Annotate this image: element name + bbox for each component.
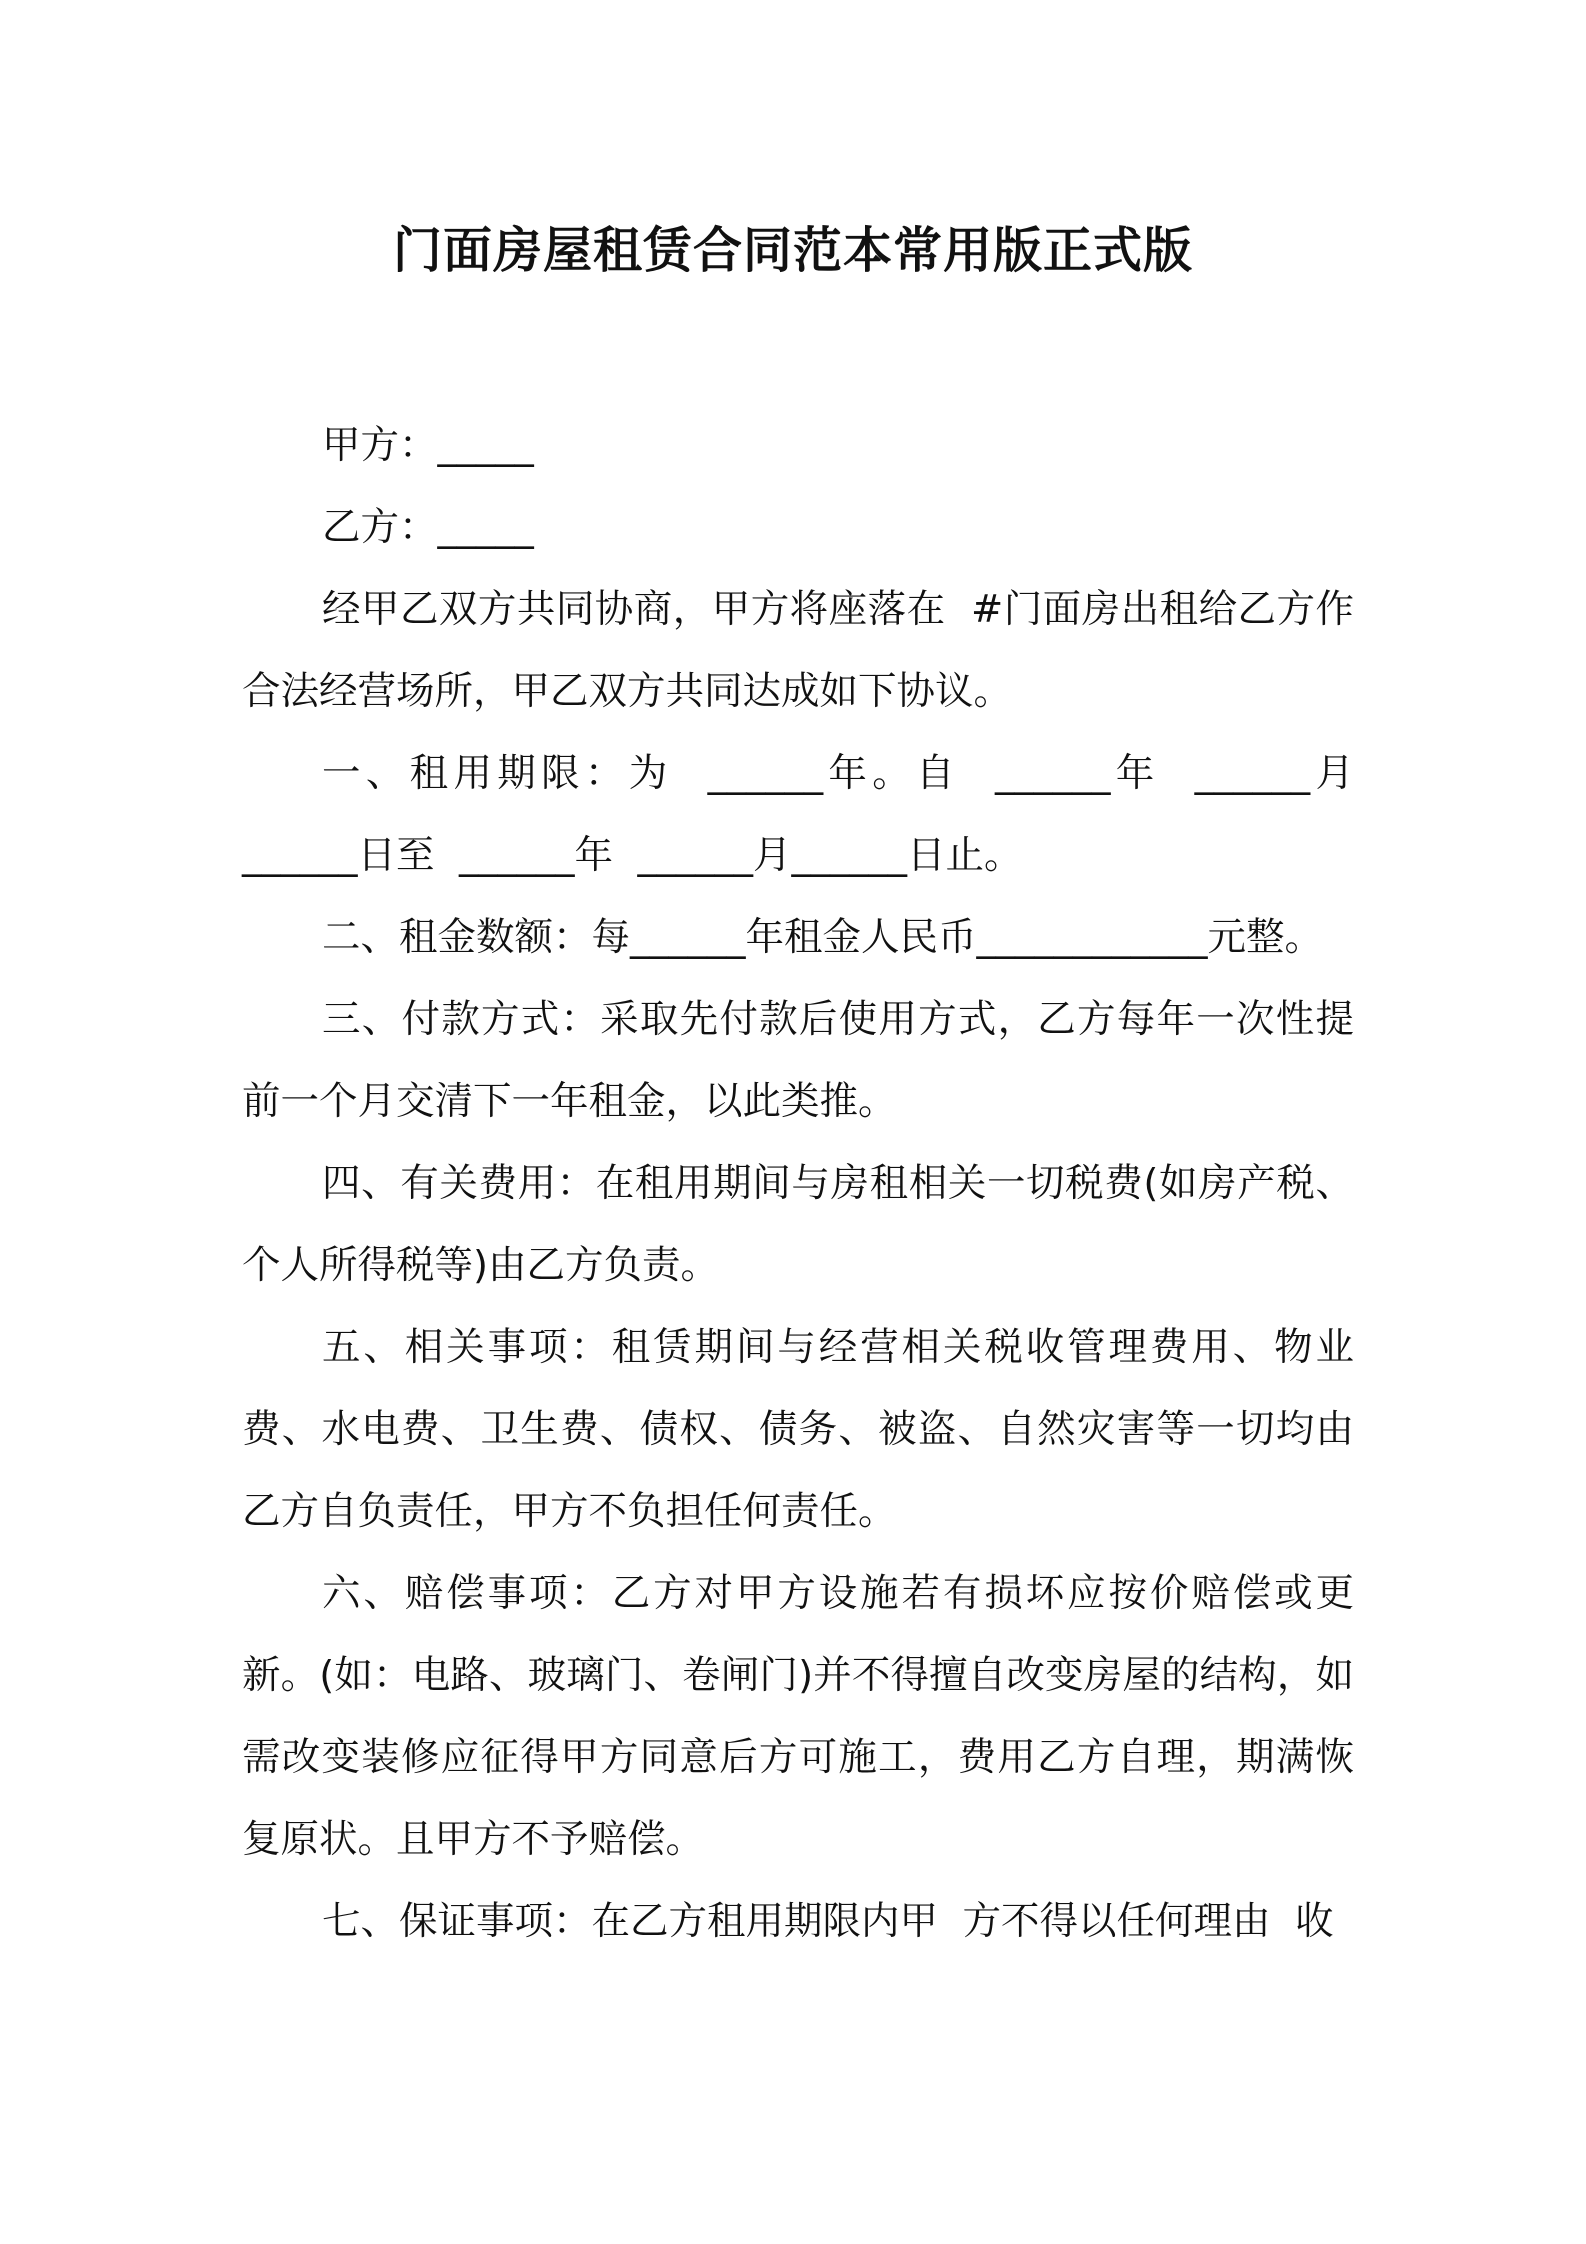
clause-5-related-matters: 五、相关事项：租赁期间与经营相关税收管理费用、物业费、水电费、卫生费、债权、债务、被盗、自然灾害等一切均由乙方自负责任，甲方不负担任何责任。 [242, 1325, 1354, 1534]
clause-1-lease-term: 一、租用期限：为 ______年。自 ______年 ______月______日至 ______年 ______月______日止。 [242, 751, 1354, 878]
party-a-line: 甲方：_____ [322, 423, 534, 468]
document-body [242, 405, 1354, 1963]
clause-7-guarantee: 七、保证事项：在乙方租用期限内甲 方不得以任何理由 收 [322, 1899, 1334, 1944]
party-b-line: 乙方：_____ [322, 505, 534, 550]
agreement-intro: 经甲乙双方共同协商，甲方将座落在 #门面房出租给乙方作合法经营场所，甲乙双方共同达成如下协议。 [242, 587, 1354, 714]
clause-6-compensation: 六、赔偿事项：乙方对甲方设施若有损坏应按价赔偿或更新。(如：电路、玻璃门、卷闸门)并不得擅自改变房屋的结构，如需改变装修应征得甲方同意后方可施工，费用乙方自理，期满恢复原状。且甲方不予赔偿。 [242, 1571, 1354, 1862]
document-title: 门面房屋租赁合同范本常用版正式版 [392, 222, 1193, 279]
clause-2-rent-amount: 二、租金数额：每______年租金人民币____________元整。 [322, 915, 1324, 960]
clause-4-related-fees: 四、有关费用：在租用期间与房租相关一切税费(如房产税、个人所得税等)由乙方负责。 [242, 1161, 1354, 1288]
clause-3-payment-method: 三、付款方式：采取先付款后使用方式，乙方每年一次性提前一个月交清下一年租金，以此类推。 [242, 997, 1354, 1124]
